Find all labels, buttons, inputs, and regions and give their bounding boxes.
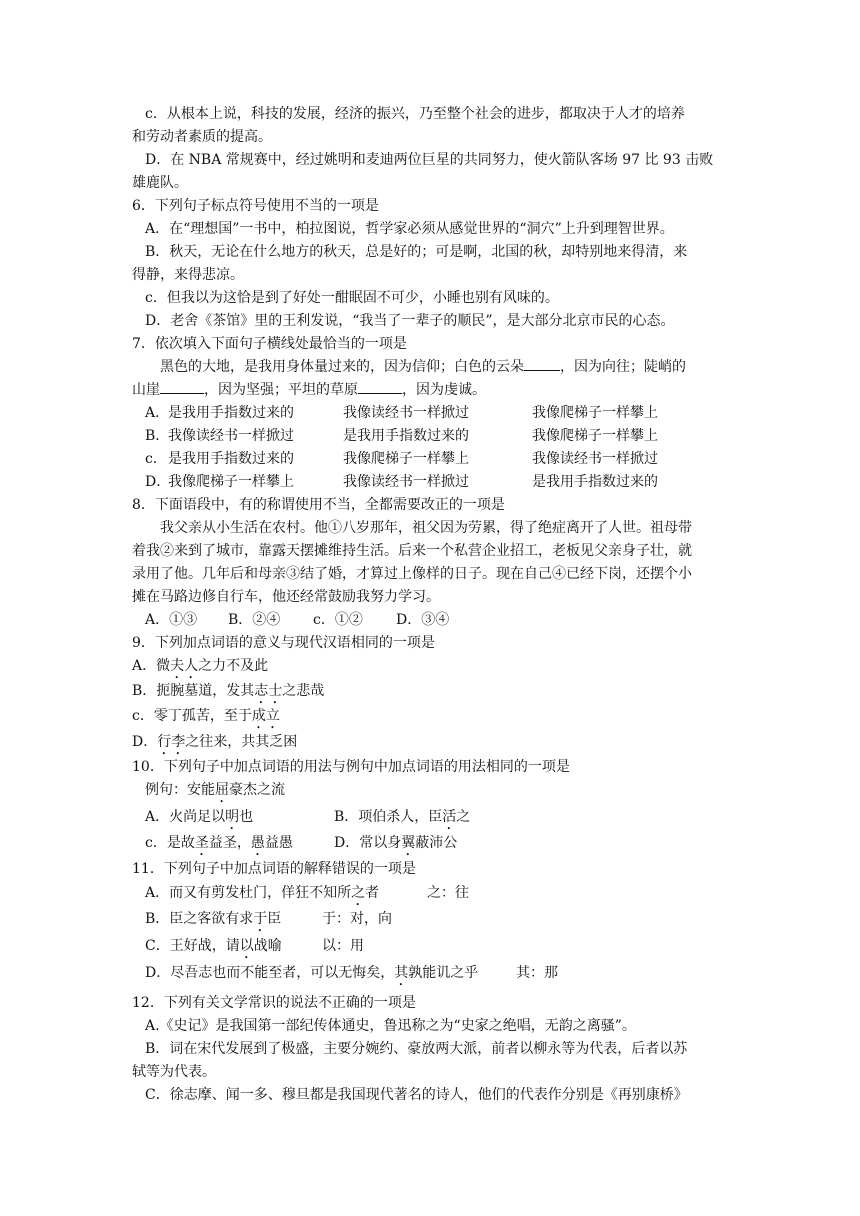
q9-option-a: A．微夫人之力不及此	[132, 658, 269, 674]
q10-dotted-word-c1: 圣	[194, 835, 209, 851]
q9-stem: 9．下列加点词语的意义与现代汉语相同的一项是	[132, 635, 435, 651]
q7-blank-3	[358, 379, 402, 394]
q9-option-d: D．行李之往来，共其乏困	[132, 734, 298, 750]
q6-option-d: D．老舍《茶馆》里的王利发说，“我当了一辈子的顺民”，是大部分北京市民的心态。	[145, 313, 675, 329]
q11-option-d-gloss: 其：那	[516, 965, 558, 981]
q10-dotted-word-a: 明	[225, 809, 240, 825]
q10-option-a: A．火尚足以明也	[145, 809, 254, 825]
q7-passage-line1: 黑色的大地，是我用身体量过来的，因为信仰；白色的云朵 ，因为向往；陡峭的	[160, 356, 686, 378]
q6-option-b-line2: 得静，来得悲凉。	[132, 267, 244, 283]
q7-option-b-choice2: 是我用手指数过来的	[343, 428, 469, 444]
q7-option-d-choice1: 我像爬梯子一样攀上	[168, 474, 294, 490]
q7-option-d-choice2: 我像读经书一样掀过	[343, 474, 469, 490]
q7-option-c-choice2: 我像爬梯子一样攀上	[343, 451, 469, 467]
q7-option-c-label: c．	[145, 451, 167, 467]
q6-option-b-line1: B．秋天，无论在什么地方的秋天，总是好的；可是啊，北国的秋，却特别地来得清，来	[145, 244, 688, 260]
q10-dotted-word-d: 翼	[401, 835, 416, 851]
q10-example: 例句：安能屈豪杰之流	[145, 782, 285, 798]
q7-stem: 7．依次填入下面句子横线处最恰当的一项是	[132, 336, 407, 352]
q7-blank-2	[160, 379, 204, 394]
q7-passage-line2: 山崖 ，因为坚强；平坦的草原 ，因为虔诚。	[132, 379, 486, 401]
q10-dotted-word-example: 屈	[215, 782, 229, 798]
q7-option-a-label: A．	[145, 405, 170, 421]
q6-option-a: A．在“理想国”一书中，柏拉图说，哲学家必须从感觉世界的“洞穴”上升到理智世界。	[145, 221, 674, 237]
q7-option-a-choice2: 我像读经书一样掀过	[343, 405, 469, 421]
q11-option-d: D．尽吾志也而不能至者，可以无悔矣，其孰能讥之乎	[145, 965, 479, 981]
q10-option-b: B．项伯杀人，臣活之	[334, 809, 471, 825]
q8-stem: 8．下面语段中，有的称谓使用不当，全都需要改正的一项是	[132, 497, 505, 513]
q7-option-a-choice1: 是我用手指数过来的	[168, 405, 294, 421]
q9-dotted-word-c: 成立	[251, 708, 280, 724]
q9-dotted-word-d: 行李	[157, 734, 186, 750]
q10-option-d: D．常以身翼蔽沛公	[334, 835, 458, 851]
q11-dotted-word-c: 以	[239, 938, 254, 954]
q11-option-a: A．而又有剪发杜门，佯狂不知所之者	[145, 885, 380, 901]
q11-option-b-gloss: 于：对，向	[322, 911, 392, 927]
q12-stem: 12．下列有关文学常识的说法不正确的一项是	[132, 995, 416, 1011]
q6-stem: 6．下列句子标点符号使用不当的一项是	[132, 198, 379, 214]
q6-option-c: c．但我以为这恰是到了好处一酣眠固不可少，小睡也别有风味的。	[145, 290, 559, 306]
q8-option-a: A．①③	[145, 612, 198, 628]
q9-dotted-word-a: 夫人	[170, 658, 199, 674]
q11-dotted-word-b: 于	[253, 911, 268, 927]
q11-option-a-gloss: 之：往	[427, 885, 469, 901]
q10-stem: 10．下列句子中加点词语的用法与例句中加点词语的用法相同的一项是	[132, 759, 570, 775]
q7-option-a-choice3: 我像爬梯子一样攀上	[532, 405, 658, 421]
q8-option-c: c．①②	[313, 612, 363, 628]
q8-passage-line2: 着我②来到了城市，靠露天摆摊维持生活。后来一个私营企业招工，老板见父亲身子壮，就	[132, 543, 692, 559]
q12-option-a: A.《史记》是我国第一部纪传体通史，鲁迅称之为“史家之绝唱，无韵之离骚”。	[145, 1018, 636, 1034]
q7-option-b-label: B．	[145, 428, 170, 444]
q10-dotted-word-c2: 愚	[250, 835, 265, 851]
q11-option-c: C．王好战，请以战喻	[145, 938, 282, 954]
q7-option-d-choice3: 是我用手指数过来的	[532, 474, 658, 490]
q5-option-c-line1: c．从根本上说，科技的发展，经济的振兴，乃至整个社会的进步，都取决于人才的培养	[145, 106, 685, 122]
q8-passage-line3: 录用了他。几年后和母亲③结了婚，才算过上像样的日子。现在自己④已经下岗，还摆个小	[132, 566, 692, 582]
q7-option-b-choice1: 我像读经书一样掀过	[168, 428, 294, 444]
q8-option-b: B．②④	[228, 612, 281, 628]
q5-option-d-line1: D．在 NBA 常规赛中，经过姚明和麦迪两位巨星的共同努力，使火箭队客场 97 比 93 击败	[145, 152, 714, 168]
q9-dotted-word-b: 志士	[254, 683, 283, 699]
q7-blank-1	[524, 356, 560, 371]
q12-option-b-line1: B．词在宋代发展到了极盛，主要分婉约、豪放两大派，前者以柳永等为代表，后者以苏	[145, 1041, 688, 1057]
q7-option-c-choice1: 是我用手指数过来的	[168, 451, 294, 467]
q9-option-b: B．扼腕墓道，发其志士之悲哉	[132, 683, 325, 699]
q11-option-c-gloss: 以：用	[322, 938, 364, 954]
q11-dotted-word-d: 其	[394, 965, 409, 981]
q11-stem: 11．下列句子中加点词语的解释错误的一项是	[132, 861, 416, 877]
q12-option-c-line1: C．徐志摩、闻一多、穆旦都是我国现代著名的诗人，他们的代表作分别是《再别康桥》	[145, 1087, 688, 1103]
q5-option-c-line2: 和劳动者素质的提高。	[132, 129, 272, 145]
q8-option-d: D．③④	[396, 612, 450, 628]
q12-option-b-line2: 轼等为代表。	[132, 1064, 216, 1080]
q10-option-c: c．是故圣益圣，愚益愚	[145, 835, 293, 851]
q7-option-b-choice3: 我像爬梯子一样攀上	[532, 428, 658, 444]
q5-option-d-line2: 雄鹿队。	[132, 175, 188, 191]
q8-passage-line4: 摊在马路边修自行车，他还经常鼓励我努力学习。	[132, 589, 440, 605]
q11-dotted-word-a: 之	[351, 885, 366, 901]
q7-option-c-choice3: 我像读经书一样掀过	[532, 451, 658, 467]
q9-option-c: c．零丁孤苦，至于成立	[132, 708, 280, 724]
q8-passage-line1: 我父亲从小生活在农村。他①八岁那年，祖父因为劳累，得了绝症离开了人世。祖母带	[160, 520, 692, 536]
q7-option-d-label: D．	[145, 474, 171, 490]
q10-dotted-word-b: 活	[442, 809, 457, 825]
q11-option-b: B．臣之客欲有求于臣	[145, 911, 282, 927]
